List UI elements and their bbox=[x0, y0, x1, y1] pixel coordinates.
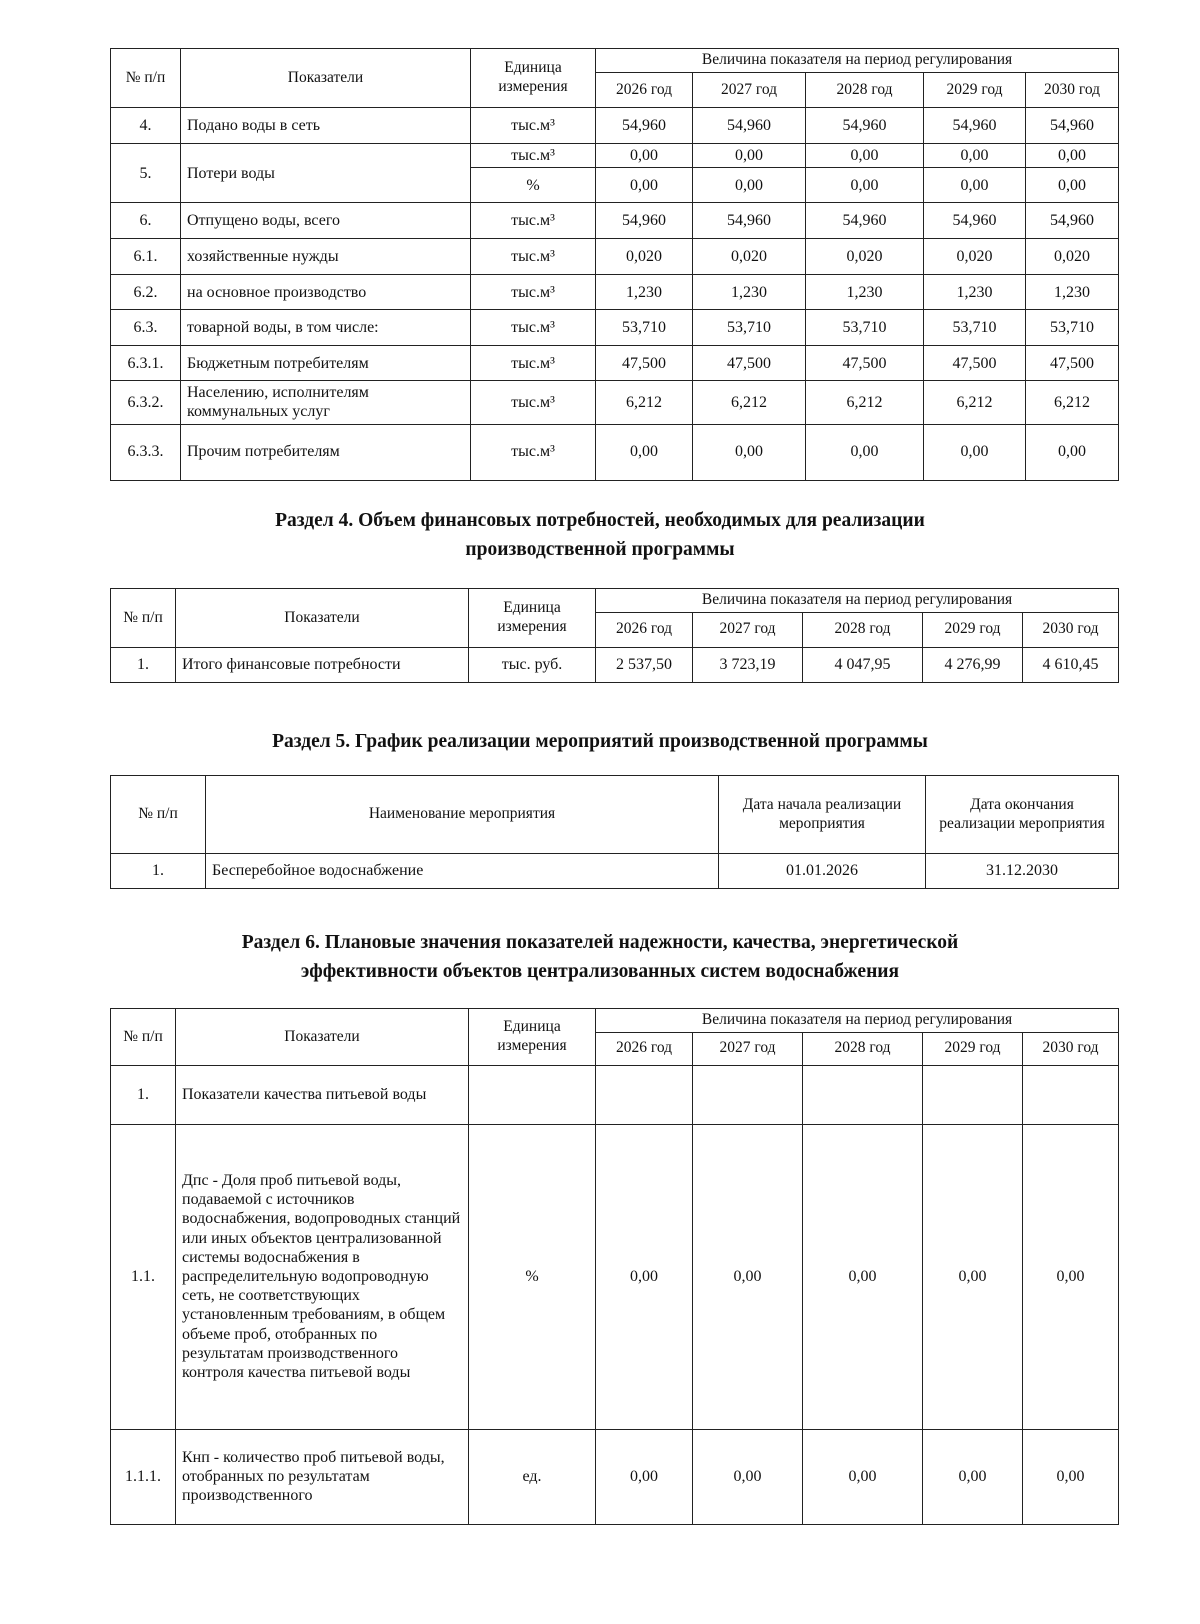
row-unit: тыс. руб. bbox=[469, 647, 596, 682]
row-indicator: Кнп - количество проб питьевой воды, отобранных по результатам производственного bbox=[176, 1429, 469, 1524]
row-value: 0,00 bbox=[596, 168, 693, 203]
header-period: Величина показателя на период регулирования bbox=[596, 49, 1119, 73]
row-value: 0,00 bbox=[1026, 144, 1119, 168]
row-value: 0,00 bbox=[924, 144, 1026, 168]
row-indicator: Прочим потребителям bbox=[181, 424, 471, 480]
row-number: 6. bbox=[111, 203, 181, 239]
row-number: 1. bbox=[111, 854, 206, 889]
header-year: 2030 год bbox=[1026, 73, 1119, 108]
row-value: 0,00 bbox=[596, 1429, 693, 1524]
row-value: 47,500 bbox=[924, 346, 1026, 381]
row-value: 0,020 bbox=[1026, 239, 1119, 275]
section6-title-line1: Раздел 6. Плановые значения показателей надежности, качества, энергетической bbox=[241, 932, 959, 953]
row-number: 1.1. bbox=[111, 1124, 176, 1429]
row-value: 54,960 bbox=[806, 203, 924, 239]
header-year: 2029 год bbox=[923, 1032, 1023, 1065]
row-value: 0,00 bbox=[806, 168, 924, 203]
table-row bbox=[111, 1429, 1119, 1524]
row-value: 53,710 bbox=[693, 310, 806, 346]
row-value: 0,00 bbox=[924, 168, 1026, 203]
header-year: 2029 год bbox=[924, 73, 1026, 108]
row-unit: % bbox=[469, 1124, 596, 1429]
table-row bbox=[111, 203, 1119, 239]
header-num: № п/п bbox=[111, 589, 176, 648]
row-value: 1,230 bbox=[596, 275, 693, 310]
row-value: 47,500 bbox=[806, 346, 924, 381]
row-value bbox=[923, 1065, 1023, 1124]
row-value: 0,020 bbox=[693, 239, 806, 275]
row-value: 0,00 bbox=[693, 424, 806, 480]
header-year: 2030 год bbox=[1023, 1032, 1119, 1065]
row-value: 53,710 bbox=[1026, 310, 1119, 346]
table-row bbox=[111, 239, 1119, 275]
header-name: Наименование мероприятия bbox=[206, 776, 719, 854]
row-value: 0,00 bbox=[924, 424, 1026, 480]
header-unit: Единица измерения bbox=[469, 589, 596, 648]
row-value: 1,230 bbox=[693, 275, 806, 310]
header-row bbox=[111, 589, 1119, 613]
header-start-date: Дата начала реализации мероприятия bbox=[719, 776, 926, 854]
row-value bbox=[693, 1065, 803, 1124]
table-row bbox=[111, 647, 1119, 682]
row-value: 0,00 bbox=[923, 1124, 1023, 1429]
row-value: 47,500 bbox=[1026, 346, 1119, 381]
row-number: 6.3.3. bbox=[111, 424, 181, 480]
header-num: № п/п bbox=[111, 49, 181, 108]
section5-title: Раздел 5. График реализации мероприятий производственной программы bbox=[272, 731, 928, 752]
header-year: 2026 год bbox=[596, 612, 693, 647]
row-value: 0,00 bbox=[693, 1124, 803, 1429]
row-value: 0,00 bbox=[1026, 424, 1119, 480]
header-num: № п/п bbox=[111, 1009, 176, 1066]
row-value: 47,500 bbox=[693, 346, 806, 381]
section6-title bbox=[0, 928, 1200, 986]
row-value: 4 610,45 bbox=[1023, 647, 1119, 682]
row-value: 6,212 bbox=[693, 381, 806, 424]
row-value bbox=[596, 1065, 693, 1124]
row-value: 1,230 bbox=[1026, 275, 1119, 310]
header-year: 2029 год bbox=[923, 612, 1023, 647]
section4-title bbox=[0, 506, 1200, 564]
table-row bbox=[111, 424, 1119, 480]
row-indicator: хозяйственные нужды bbox=[181, 239, 471, 275]
row-value: 1,230 bbox=[806, 275, 924, 310]
table-row bbox=[111, 381, 1119, 424]
row-value: 0,00 bbox=[806, 424, 924, 480]
header-period: Величина показателя на период регулирования bbox=[596, 1009, 1119, 1033]
header-year: 2028 год bbox=[803, 612, 923, 647]
row-value: 54,960 bbox=[596, 108, 693, 144]
row-number: 6.3. bbox=[111, 310, 181, 346]
row-number: 6.1. bbox=[111, 239, 181, 275]
row-value: 3 723,19 bbox=[693, 647, 803, 682]
row-number: 1. bbox=[111, 1065, 176, 1124]
row-value: 0,020 bbox=[924, 239, 1026, 275]
header-row bbox=[111, 49, 1119, 73]
row-value: 4 047,95 bbox=[803, 647, 923, 682]
row-value: 53,710 bbox=[806, 310, 924, 346]
table-row bbox=[111, 108, 1119, 144]
row-indicator: Дпс - Доля проб питьевой воды, подаваемой с источников водоснабжения, водопроводных станций или иных объектов централизованной системы водоснабжения в распределительную водопроводную сеть, не соответствующих установленным требованиям, в общем объеме проб, отобранных по результатам производственного контроля качества питьевой воды bbox=[176, 1124, 469, 1429]
header-year: 2027 год bbox=[693, 1032, 803, 1065]
header-period: Величина показателя на период регулирования bbox=[596, 589, 1119, 613]
row-value: 1,230 bbox=[924, 275, 1026, 310]
header-year: 2028 год bbox=[806, 73, 924, 108]
row-number: 4. bbox=[111, 108, 181, 144]
row-end-date: 31.12.2030 bbox=[926, 854, 1119, 889]
header-year: 2026 год bbox=[596, 1032, 693, 1065]
row-value: 54,960 bbox=[693, 108, 806, 144]
row-value: 6,212 bbox=[924, 381, 1026, 424]
row-value: 0,00 bbox=[693, 168, 806, 203]
row-value: 0,00 bbox=[693, 1429, 803, 1524]
row-value: 54,960 bbox=[924, 108, 1026, 144]
row-unit: тыс.м³ bbox=[471, 203, 596, 239]
row-indicator: Бюджетным потребителям bbox=[181, 346, 471, 381]
row-number: 1. bbox=[111, 647, 176, 682]
header-year: 2030 год bbox=[1023, 612, 1119, 647]
header-row bbox=[111, 1009, 1119, 1033]
row-value: 0,00 bbox=[1026, 168, 1119, 203]
row-value: 0,00 bbox=[596, 1124, 693, 1429]
header-year: 2027 год bbox=[693, 73, 806, 108]
row-value bbox=[803, 1065, 923, 1124]
table-row bbox=[111, 310, 1119, 346]
row-number: 5. bbox=[111, 144, 181, 203]
row-indicator: Отпущено воды, всего bbox=[181, 203, 471, 239]
row-value: 54,960 bbox=[693, 203, 806, 239]
row-value bbox=[1023, 1065, 1119, 1124]
row-value: 47,500 bbox=[596, 346, 693, 381]
row-value: 53,710 bbox=[924, 310, 1026, 346]
table-row bbox=[111, 346, 1119, 381]
row-unit bbox=[469, 1065, 596, 1124]
row-number: 6.2. bbox=[111, 275, 181, 310]
row-value: 4 276,99 bbox=[923, 647, 1023, 682]
row-unit: тыс.м³ bbox=[471, 144, 596, 168]
row-number: 6.3.2. bbox=[111, 381, 181, 424]
row-unit: тыс.м³ bbox=[471, 381, 596, 424]
row-value: 54,960 bbox=[596, 203, 693, 239]
table-row bbox=[111, 854, 1119, 889]
header-indicator: Показатели bbox=[181, 49, 471, 108]
row-value: 6,212 bbox=[1026, 381, 1119, 424]
header-unit: Единица измерения bbox=[471, 49, 596, 108]
row-unit: % bbox=[471, 168, 596, 203]
row-number: 1.1.1. bbox=[111, 1429, 176, 1524]
header-year: 2026 год bbox=[596, 73, 693, 108]
row-value: 0,00 bbox=[803, 1124, 923, 1429]
financial-needs-table bbox=[110, 588, 1119, 683]
row-indicator: на основное производство bbox=[181, 275, 471, 310]
water-balance-table bbox=[110, 48, 1119, 481]
row-value: 0,00 bbox=[693, 144, 806, 168]
row-value: 0,00 bbox=[1023, 1429, 1119, 1524]
row-indicator: Показатели качества питьевой воды bbox=[176, 1065, 469, 1124]
row-value: 0,00 bbox=[596, 424, 693, 480]
row-value: 0,00 bbox=[1023, 1124, 1119, 1429]
section4-title-line1: Раздел 4. Объем финансовых потребностей, необходимых для реализации bbox=[275, 510, 925, 531]
header-indicator: Показатели bbox=[176, 589, 469, 648]
row-value: 53,710 bbox=[596, 310, 693, 346]
table-row bbox=[111, 1124, 1119, 1429]
table-row bbox=[111, 144, 1119, 168]
section6-title-line2: эффективности объектов централизованных систем водоснабжения bbox=[300, 961, 900, 982]
row-value: 0,00 bbox=[923, 1429, 1023, 1524]
row-unit: тыс.м³ bbox=[471, 108, 596, 144]
row-activity-name: Бесперебойное водоснабжение bbox=[206, 854, 719, 889]
row-value: 54,960 bbox=[924, 203, 1026, 239]
row-unit: тыс.м³ bbox=[471, 310, 596, 346]
row-value: 0,00 bbox=[806, 144, 924, 168]
row-value: 54,960 bbox=[1026, 108, 1119, 144]
row-value: 0,00 bbox=[803, 1429, 923, 1524]
row-unit: тыс.м³ bbox=[471, 239, 596, 275]
row-indicator: Подано воды в сеть bbox=[181, 108, 471, 144]
header-row bbox=[111, 776, 1119, 854]
schedule-table bbox=[110, 775, 1119, 889]
row-value: 0,020 bbox=[596, 239, 693, 275]
header-year: 2027 год bbox=[693, 612, 803, 647]
header-unit: Единица измерения bbox=[469, 1009, 596, 1066]
row-indicator: товарной воды, в том числе: bbox=[181, 310, 471, 346]
row-value: 6,212 bbox=[806, 381, 924, 424]
row-indicator: Итого финансовые потребности bbox=[176, 647, 469, 682]
table-row bbox=[111, 1065, 1119, 1124]
row-indicator: Населению, исполнителям коммунальных услуг bbox=[181, 381, 471, 424]
header-year: 2028 год bbox=[803, 1032, 923, 1065]
row-value: 2 537,50 bbox=[596, 647, 693, 682]
table-row bbox=[111, 275, 1119, 310]
section4-title-line2: производственной программы bbox=[465, 539, 735, 560]
row-unit: тыс.м³ bbox=[471, 346, 596, 381]
header-num: № п/п bbox=[111, 776, 206, 854]
row-unit: тыс.м³ bbox=[471, 424, 596, 480]
reliability-indicators-table bbox=[110, 1008, 1119, 1525]
row-value: 54,960 bbox=[806, 108, 924, 144]
row-indicator: Потери воды bbox=[181, 144, 471, 203]
row-start-date: 01.01.2026 bbox=[719, 854, 926, 889]
row-unit: ед. bbox=[469, 1429, 596, 1524]
header-end-date: Дата окончания реализации мероприятия bbox=[926, 776, 1119, 854]
row-value: 0,020 bbox=[806, 239, 924, 275]
header-indicator: Показатели bbox=[176, 1009, 469, 1066]
row-value: 0,00 bbox=[596, 144, 693, 168]
row-value: 54,960 bbox=[1026, 203, 1119, 239]
row-unit: тыс.м³ bbox=[471, 275, 596, 310]
row-value: 6,212 bbox=[596, 381, 693, 424]
row-number: 6.3.1. bbox=[111, 346, 181, 381]
